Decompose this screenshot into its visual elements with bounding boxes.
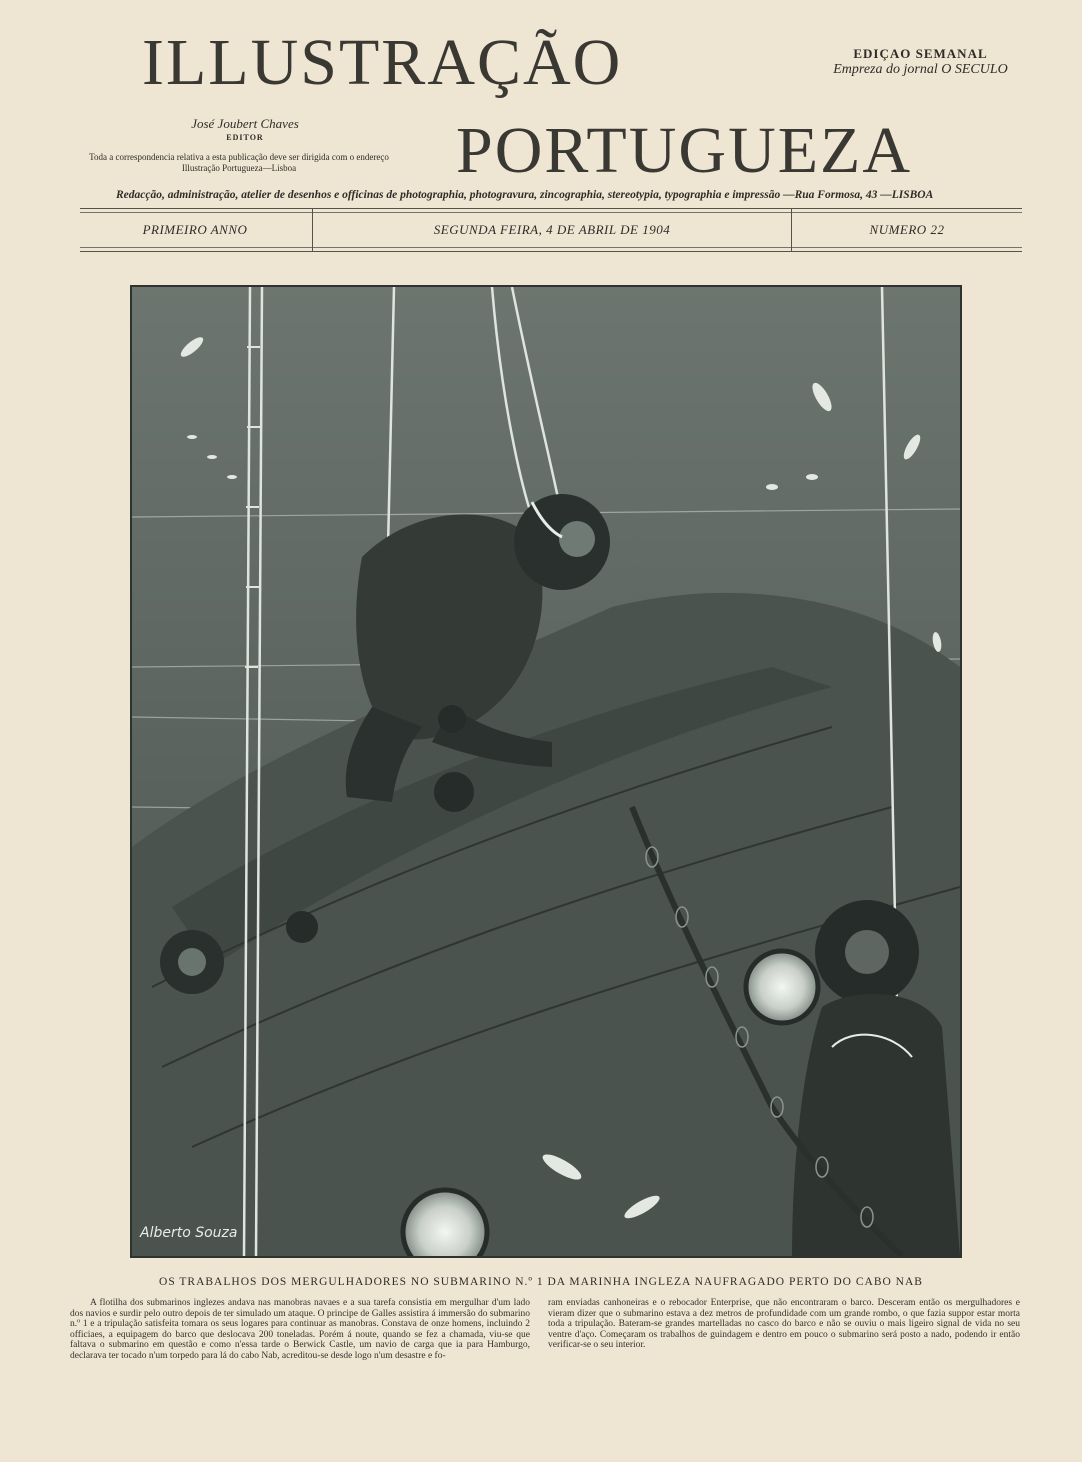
article-column-1: A flotilha dos submarinos inglezes andava nas manobras navaes e a sua tarefa consistia em mergulhar d'um lado dos navios e surdir pelo outro depois de ter simulado um ataque. O principe de Galles assistira á immersão do submarino n.º 1 e a tripulação satisfeita tomara os seus logares para continuar as manobras. Constava de onze homens, incluindo 2 officiaes, a equipagem do barco que deslocava 200 toneladas. Porém á noute, quando se fez a chamada, viu-se que faltava o submarino em questão e como n'essa tarde o Berwick Castle, um navio de carga que ia para Hamburgo, declarava ter tocado n'um torpedo para lá do cabo Nab, acreditou-se desde logo n'um desastre e fo-	[70, 1298, 530, 1361]
address-line: Redacção, administração, atelier de desenhos e officinas de photographia, photogravura, zincographia, stereotypia, typographia e impressão —Rua Formosa, 43 —LISBOA	[116, 189, 934, 201]
article-column-2: ram enviadas canhoneiras e o rebocador Enterprise, que não encontraram o barco. Desceram então os mergulhadores e vieram dizer que o submarino estava a dez metros de profundidade com um grande rombo, o que fazia suppor estar morta toda a tripulação. Bateram-se grandes martelladas no casco do barco e não se ouviu o mais ligeiro signal de vida no seu ventre d'aço. Começaram os trabalhos de guindagem e dentro em pouco o submarino será posto a nado, podendo ir então verificar-se o seu interior.	[548, 1298, 1020, 1351]
editor-role: EDITOR	[226, 133, 264, 142]
dateline-year: PRIMEIRO ANNO	[142, 222, 248, 237]
dateline-date: SEGUNDA FEIRA, 4 DE ABRIL DE 1904	[312, 209, 792, 251]
bolt-2	[434, 772, 474, 812]
edition-label: EDIÇAO SEMANAL	[853, 46, 988, 61]
porthole-bottom	[403, 1190, 487, 1256]
dateline-issue: NUMERO 22	[869, 222, 945, 237]
diver-left-helmet	[160, 930, 224, 994]
masthead-title-line1: ILLUSTRAÇÃO	[142, 26, 623, 99]
artist-signature: Alberto Souza	[140, 1225, 238, 1241]
helmet-window	[559, 521, 595, 557]
cover-illustration	[130, 285, 962, 1258]
bolt-1	[438, 705, 466, 733]
edition-publisher: Empreza do jornal O SECULO	[833, 62, 1008, 77]
bolt-3	[286, 911, 318, 943]
dateline-bar	[80, 208, 1022, 252]
correspondence-note: Toda a correspondencia relativa a esta publicação deve ser dirigida com o endereço Illustração Portugueza—Lisboa	[89, 152, 389, 173]
editor-block	[150, 116, 340, 142]
editor-name: José Joubert Chaves	[191, 116, 299, 131]
underwater-diver-scene	[132, 287, 960, 1256]
porthole-right	[746, 951, 818, 1023]
illustration-caption: OS TRABALHOS DOS MERGULHADORES NO SUBMARINO N.º 1 DA MARINHA INGLEZA NAUFRAGADO PERTO DO CABO NAB	[159, 1276, 923, 1288]
masthead-title-line2: PORTUGUEZA	[456, 114, 913, 187]
edition-block	[808, 46, 1033, 78]
